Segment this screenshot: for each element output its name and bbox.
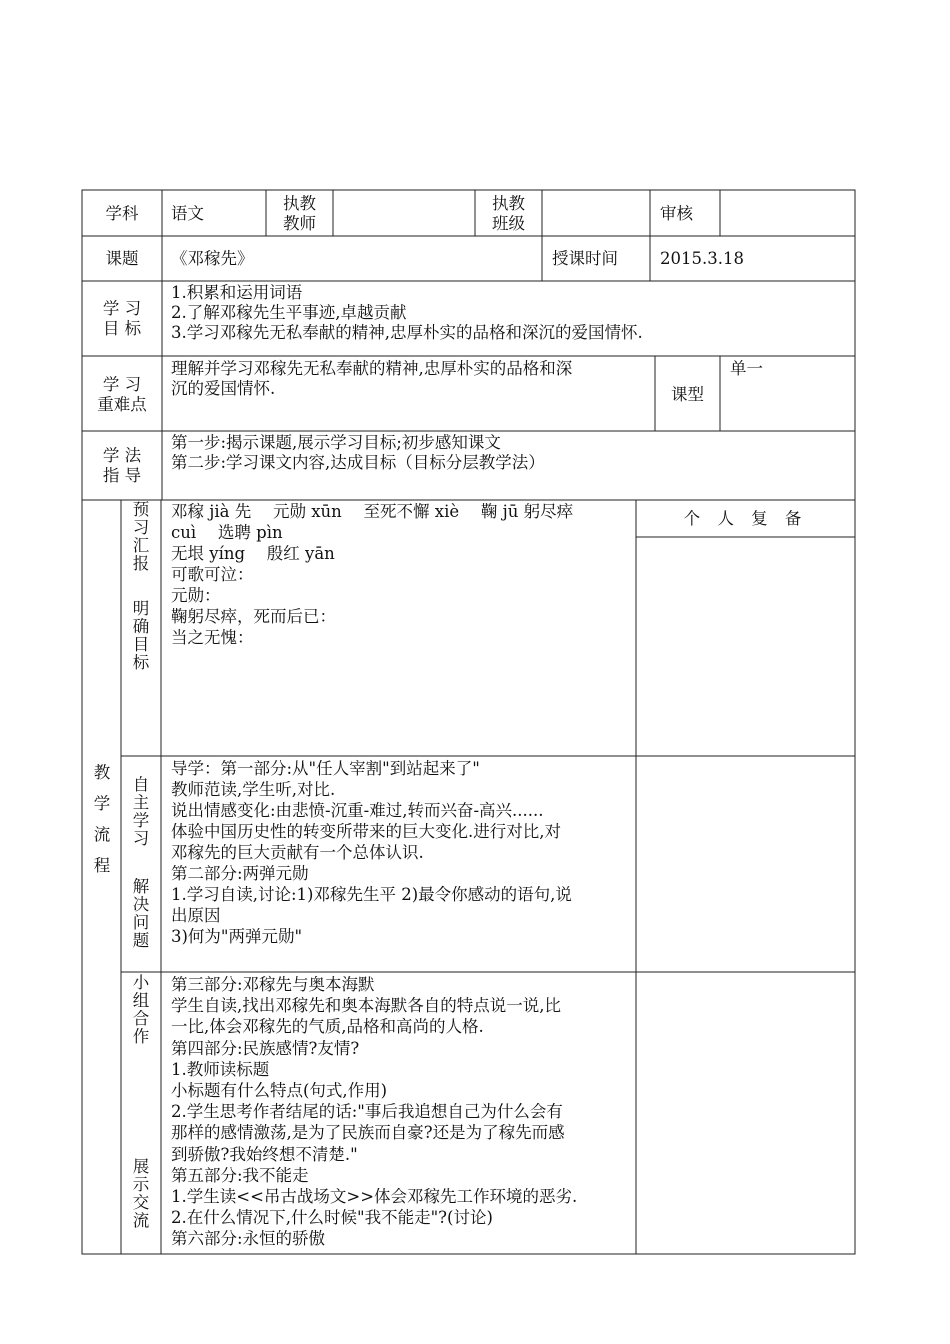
- goal-item: 2.了解邓稼先生平事迹,卓越贡献: [171, 303, 407, 322]
- class-label: 执教 班级: [492, 194, 525, 233]
- stage3-label-b: 展 示 交 流: [132, 1157, 150, 1230]
- process-label: 教 学 流 程: [93, 763, 111, 875]
- lesson-type-label: 课型: [671, 385, 704, 404]
- keypoints-label: 学 习 重难点: [97, 375, 147, 414]
- subject-label: 学科: [105, 204, 139, 223]
- stage2-content: 导学：第一部分:从"任人宰割"到站起来了" 教师范读,学生听,对比. 说出情感变化:由悲愤-沉重-难过,转而兴奋-高兴...... 体验中国历史性的转变所带来的巨大变化.进行对比,对 邓稼先的巨大贡献有一个总体认识. 第二部分:两弹元勋 1.学习自读,讨论:1)邓稼先生平 2)最令你感动的语句,说 出原因 3)何为"两弹元勋": [171, 759, 572, 946]
- goal-item: 3.学习邓稼先无私奉献的精神,忠厚朴实的品格和深沉的爱国情怀.: [171, 323, 643, 342]
- stage2-label-b: 解 决 问 题: [132, 877, 150, 950]
- time-value: 2015.3.18: [660, 249, 744, 268]
- subject-value: 语文: [171, 204, 204, 223]
- stage1-label-a: 预 习 汇 报: [132, 500, 150, 573]
- stage3-label-a: 小 组 合 作: [132, 973, 150, 1046]
- goals-content: [171, 283, 643, 343]
- stage1-label-b: 明 确 目 标: [132, 599, 150, 672]
- goal-item: 1.积累和运用词语: [171, 283, 303, 302]
- personal-prep-header: 个 人 复 备: [683, 509, 808, 528]
- teacher-label: 执教 教师: [283, 194, 316, 233]
- topic-label: 课题: [105, 249, 139, 268]
- review-label: 审核: [660, 204, 693, 223]
- goals-label: 学 习 目 标: [102, 299, 142, 338]
- keypoints-content: 理解并学习邓稼先无私奉献的精神,忠厚朴实的品格和深 沉的爱国情怀.: [171, 359, 573, 398]
- topic-value: 《邓稼先》: [171, 249, 254, 268]
- method-content: 第一步:揭示课题,展示学习目标;初步感知课文 第二步:学习课文内容,达成目标（目标分层教学法）: [171, 433, 545, 472]
- lesson-type-value: 单一: [730, 359, 763, 378]
- stage2-label-a: 自 主 学 习: [132, 775, 150, 848]
- stage1-content: 邓稼 jià 先 元勋 xūn 至死不懈 xiè 鞠 jū 躬尽瘁 cuì 选聘 pìn 无垠 yíng 殷红 yān 可歌可泣： 元勋： 鞠躬尽瘁，死而后已： 当之无愧：: [171, 502, 574, 647]
- time-label: 授课时间: [552, 249, 618, 268]
- method-label: 学 法 指 导: [102, 446, 142, 485]
- stage3-content: 第三部分:邓稼先与奥本海默 学生自读,找出邓稼先和奥本海默各自的特点说一说,比 一比,体会邓稼先的气质,品格和高尚的人格. 第四部分:民族感情?友情? 1.教师读标题 小标题有什么特点(句式,作用) 2.学生思考作者结尾的话:"事后我追想自己为什么会有 那样的感情激荡,是为了民族而自豪?还是为了稼先而感 到骄傲?我始终想不清楚." 第五部分:我不能走 1.学生读<<吊古战场文>>体会邓稼先工作环境的恶劣. 2.在什么情况下,什么时候"我不能走"?(讨论) 第六部分:永恒的骄傲: [171, 975, 578, 1249]
